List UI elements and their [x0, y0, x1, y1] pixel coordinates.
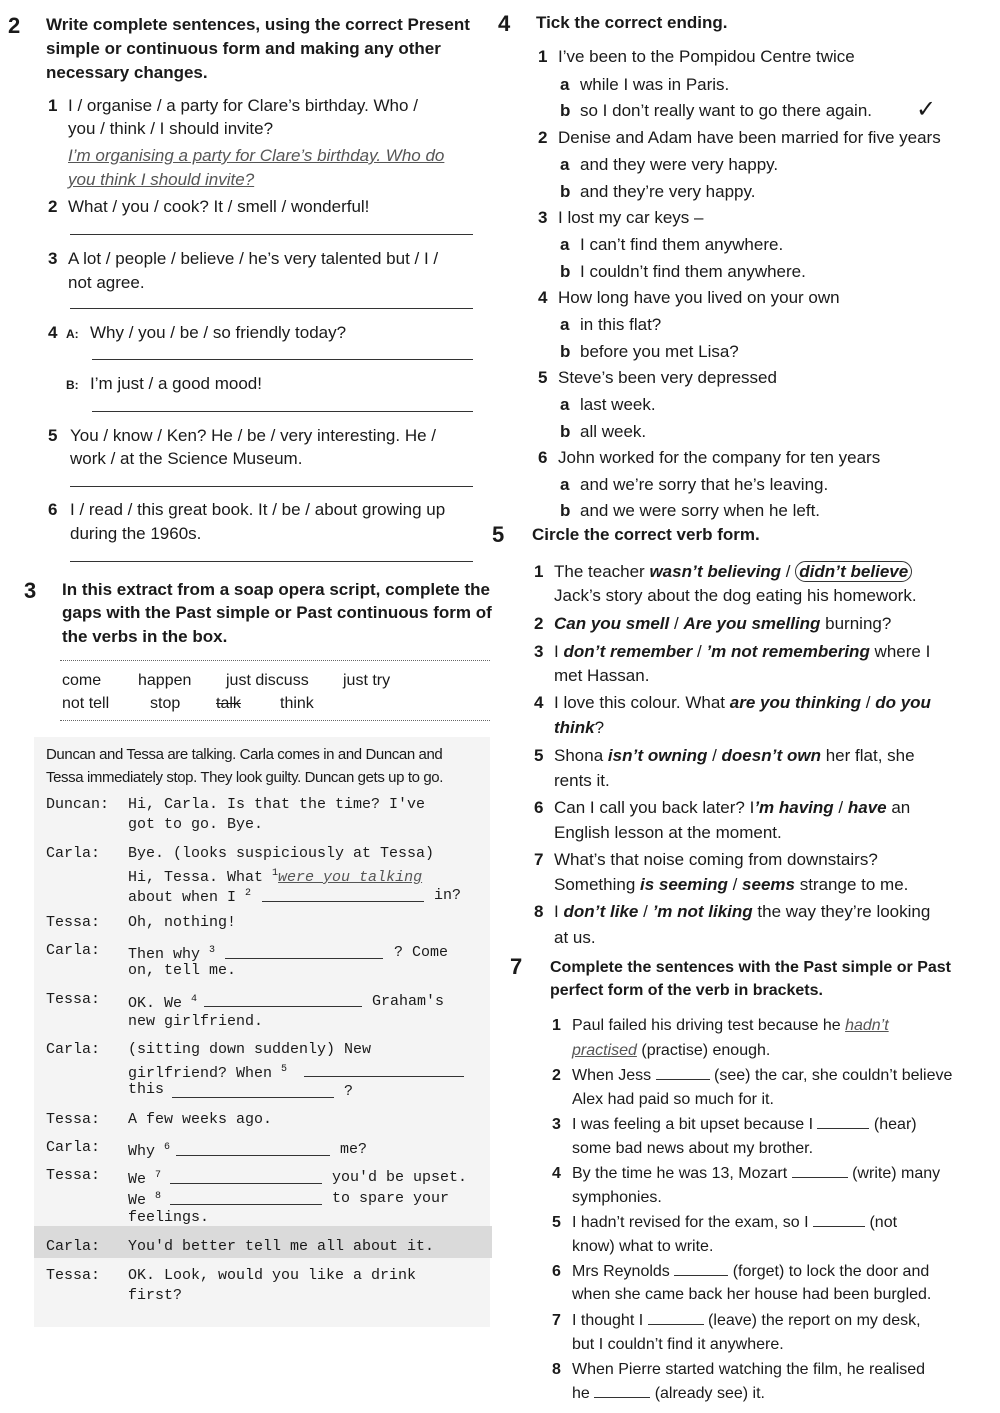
speaker-name: Tessa: [46, 1167, 101, 1184]
answer-blank[interactable] [594, 1384, 650, 1398]
item-stem: I’ve been to the Pompidou Centre twice [558, 47, 855, 66]
script-line: feelings. [128, 1209, 210, 1226]
word-box-bottom [60, 720, 490, 721]
item-text: at us. [554, 928, 596, 947]
exercise-title: the verbs in the box. [62, 627, 228, 646]
item-text: When Pierre started watching the film, he realised [572, 1361, 926, 1378]
word-box-item: come [62, 672, 102, 689]
script-line: We $^7$ [128, 1170, 162, 1188]
script-line: Hi, Tessa. What $^1$were you talking [128, 868, 423, 886]
script-line: Hi, Carla. Is that the time? I've [128, 796, 426, 813]
verb-option-circled[interactable]: didn’t believe [795, 561, 912, 582]
option-text[interactable]: while I was in Paris. [580, 75, 730, 94]
exercise-number: 3 [24, 578, 37, 603]
item-text: know) what to write. [572, 1238, 714, 1255]
item-text: rents it. [554, 771, 610, 790]
gap-blank-4[interactable] [204, 1006, 362, 1007]
script-line: OK. We $^4$ [128, 994, 198, 1012]
item-number: 3 [48, 249, 58, 268]
prompt-text: you / think / I should invite? [68, 119, 274, 138]
answer-line[interactable] [70, 561, 473, 562]
option-text[interactable]: so I don’t really want to go there again. [580, 101, 873, 120]
item-stem: Steve’s been very depressed [558, 368, 777, 387]
script-line: girlfriend? When $^5$ [128, 1064, 288, 1082]
word-box-item: not tell [62, 695, 110, 712]
item-text: Alex had paid so much for it. [572, 1091, 774, 1108]
verb-option[interactable]: don’t like [563, 902, 639, 921]
item-number: 6 [48, 500, 58, 519]
item-number: 4 [538, 288, 548, 307]
item-text: Can you smell / Are you smelling burning? [554, 614, 892, 633]
item-text: met Hassan. [554, 666, 650, 685]
answer-text: you think I should invite? [68, 170, 255, 189]
verb-option[interactable]: ’m not liking [652, 902, 753, 921]
item-text: Mrs Reynolds (forget) to lock the door and [572, 1263, 930, 1280]
script-line: this [128, 1081, 165, 1098]
prompt-text: work / at the Science Museum. [70, 449, 303, 468]
exercise-title: Tick the correct ending. [536, 13, 728, 32]
exercise-title: Circle the correct verb form. [532, 525, 760, 544]
answer-blank[interactable] [648, 1311, 704, 1325]
verb-option[interactable]: ’m having [754, 798, 834, 817]
answer-blank[interactable] [656, 1066, 710, 1080]
item-number: 5 [534, 746, 544, 765]
option-text[interactable]: all week. [580, 422, 647, 441]
word-box-item: just discuss [226, 672, 309, 689]
item-number: 7 [534, 850, 544, 869]
item-number: 3 [538, 208, 548, 227]
prompt-text: I / read / this great book. It / be / about growing up [70, 500, 446, 519]
verb-option[interactable]: Can you smell [554, 614, 670, 633]
script-intro: Tessa immediately stop. They look guilty. Duncan gets up to go. [46, 769, 443, 786]
item-number: 5 [48, 426, 58, 445]
script-line: me? [340, 1141, 368, 1158]
word-box-item: happen [138, 672, 192, 689]
prompt-text: You / know / Ken? He / be / very interesting. He / [70, 426, 437, 445]
item-number: 3 [534, 642, 544, 661]
item-text: practised (practise) enough. [572, 1042, 771, 1059]
script-line: ? Come [394, 944, 449, 961]
script-line: about when I $^2$ [128, 888, 252, 906]
prompt-text: I’m just / a good mood! [90, 374, 262, 393]
answer-line[interactable] [92, 359, 473, 360]
script-line: We $^8$ [128, 1191, 162, 1209]
item-text: Can I call you back later? I’m having / have an [554, 798, 911, 817]
answer-line[interactable] [70, 308, 473, 309]
item-text: but I couldn’t find it anywhere. [572, 1336, 784, 1353]
option-label: b [560, 342, 571, 361]
item-text: When Jess (see) the car, she couldn’t believe [572, 1067, 953, 1084]
item-text: Jack’s story about the dog eating his homework. [554, 586, 917, 605]
exercise-title: necessary changes. [46, 63, 208, 82]
prompt-text: during the 1960s. [70, 524, 202, 543]
item-text: I thought I (leave) the report on my desk, [572, 1312, 921, 1329]
gap-blank-6[interactable] [176, 1155, 330, 1156]
option-text[interactable]: I can’t find them anywhere. [580, 235, 784, 254]
item-number: 6 [538, 448, 548, 467]
option-text[interactable]: before you met Lisa? [580, 342, 739, 361]
verb-option[interactable]: is seeming [640, 875, 728, 894]
item-stem: I lost my car keys – [558, 208, 704, 227]
item-number: 8 [534, 902, 544, 921]
item-number: 2 [552, 1067, 561, 1084]
gap-blank-8[interactable] [170, 1204, 322, 1205]
gap-blank-5-cont[interactable] [172, 1097, 334, 1098]
item-text: Something is seeming / seems strange to me. [554, 875, 909, 894]
script-line: A few weeks ago. [128, 1111, 273, 1128]
verb-option[interactable]: have [847, 798, 887, 817]
exercise-title: perfect form of the verb in brackets. [550, 982, 823, 999]
prompt-text: What / you / cook? It / smell / wonderful! [68, 197, 370, 216]
item-number: 5 [538, 368, 548, 387]
answer-blank[interactable] [792, 1164, 848, 1178]
item-number: 1 [538, 47, 548, 66]
script-line: (sitting down suddenly) New [128, 1041, 372, 1058]
item-number: 6 [534, 798, 544, 817]
item-text: I don’t remember / ’m not remembering where I [554, 642, 931, 661]
script-line: Then why $^3$ [128, 945, 216, 963]
script-line: Graham's [372, 993, 445, 1010]
item-number: 7 [552, 1312, 561, 1329]
item-stem: Denise and Adam have been married for five years [558, 128, 941, 147]
item-number: 1 [48, 96, 58, 115]
script-line: Oh, nothing! [128, 914, 237, 931]
option-label: a [560, 75, 570, 94]
script-intro: Duncan and Tessa are talking. Carla comes in and Duncan and [46, 746, 443, 763]
item-text: I love this colour. What are you thinking / do you [554, 693, 931, 712]
option-label: b [560, 501, 571, 520]
option-text[interactable]: and they were very happy. [580, 155, 779, 174]
script-line: OK. Look, would you like a drink [128, 1267, 417, 1284]
item-stem: How long have you lived on your own [558, 288, 840, 307]
option-text[interactable]: and we were sorry when he left. [580, 501, 821, 520]
item-text: By the time he was 13, Mozart (write) many [572, 1165, 941, 1182]
item-number: 1 [534, 562, 544, 581]
exercise-number: 5 [492, 522, 505, 547]
item-number: 1 [552, 1017, 561, 1034]
verb-option[interactable]: Are you smelling [683, 614, 821, 633]
gap-blank-3[interactable] [225, 958, 383, 959]
item-number: 2 [534, 614, 544, 633]
option-label: a [560, 475, 570, 494]
verb-option[interactable]: seems [742, 875, 795, 894]
word-box-item: just try [343, 672, 391, 689]
item-number: 2 [48, 197, 58, 216]
speaker-name: Carla: [46, 1139, 101, 1156]
option-text[interactable]: I couldn’t find them anywhere. [580, 262, 806, 281]
script-line: first? [128, 1287, 183, 1304]
item-stem: John worked for the company for ten years [558, 448, 881, 467]
option-label: a [560, 395, 570, 414]
item-number: 3 [552, 1116, 561, 1133]
exercise-title: gaps with the Past simple or Past continuous form of [62, 603, 492, 622]
item-text: he (already see) it. [572, 1385, 765, 1402]
gap-blank-2[interactable] [262, 901, 424, 902]
exercise-title: Write complete sentences, using the correct Present [46, 15, 470, 34]
option-text[interactable]: and they’re very happy. [580, 182, 756, 201]
option-label: a [560, 315, 570, 334]
item-text: The teacher wasn’t believing / didn’t believe [554, 561, 912, 583]
item-text: symphonies. [572, 1189, 662, 1206]
speaker-name: Carla: [46, 1238, 101, 1255]
speaker-name: Tessa: [46, 1267, 101, 1284]
exercise-title: simple or continuous form and making any other [46, 39, 441, 58]
item-number: 4 [552, 1165, 561, 1182]
speaker-name: Carla: [46, 845, 101, 862]
exercise-number: 7 [510, 954, 523, 979]
speaker-label: B: [66, 378, 79, 392]
script-line: got to go. Bye. [128, 816, 264, 833]
prompt-text: A lot / people / believe / he’s very talented but / I / [68, 249, 439, 268]
speaker-name: Tessa: [46, 991, 101, 1008]
exercise-number: 2 [8, 13, 21, 38]
item-number: 4 [534, 693, 544, 712]
gap-blank-5[interactable] [304, 1076, 464, 1077]
answer-blank[interactable] [813, 1213, 865, 1227]
verb-option[interactable]: doesn’t own [721, 746, 821, 765]
script-line: you'd be upset. [332, 1169, 468, 1186]
answer-text: practised [572, 1042, 637, 1059]
script-line: on, tell me. [128, 962, 237, 979]
item-number: 8 [552, 1361, 561, 1378]
item-text: I hadn’t revised for the exam, so I (not [572, 1214, 898, 1231]
option-label: a [560, 155, 570, 174]
script-line: new girlfriend. [128, 1013, 264, 1030]
answer-blank[interactable] [817, 1115, 869, 1129]
answer-blank[interactable] [674, 1262, 728, 1276]
script-line: Why $^6$ [128, 1142, 171, 1160]
exercise-title: Complete the sentences with the Past simple or Past [550, 959, 951, 976]
script-line: to spare your [332, 1190, 450, 1207]
prompt-text: not agree. [68, 273, 145, 292]
option-label: a [560, 235, 570, 254]
speaker-name: Tessa: [46, 914, 101, 931]
item-text: I was feeling a bit upset because I (hear) [572, 1116, 917, 1133]
option-text[interactable]: in this flat? [580, 315, 662, 334]
option-text[interactable]: and we’re sorry that he’s leaving. [580, 475, 829, 494]
item-number: 5 [552, 1214, 561, 1231]
prompt-text: I / organise / a party for Clare’s birthday. Who / [68, 96, 418, 115]
item-number: 4 [48, 323, 58, 342]
exercise-number: 4 [498, 11, 511, 36]
item-text: English lesson at the moment. [554, 823, 782, 842]
prompt-text: Why / you / be / so friendly today? [90, 323, 347, 342]
tick-icon: ✓ [916, 96, 937, 123]
speaker-label: A: [66, 327, 79, 341]
item-text: I don’t like / ’m not liking the way they’re looking [554, 902, 931, 921]
word-box-item: stop [150, 695, 181, 712]
answer-line[interactable] [70, 486, 473, 487]
verb-option[interactable]: isn’t owning [607, 746, 708, 765]
item-text: Paul failed his driving test because he hadn’t [572, 1017, 889, 1034]
word-box-top [60, 660, 490, 661]
script-line: You'd better tell me all about it. [128, 1238, 435, 1255]
item-text: some bad news about my brother. [572, 1140, 814, 1157]
speaker-name: Tessa: [46, 1111, 101, 1128]
verb-option[interactable]: do you [875, 693, 931, 712]
answer-text: I’m organising a party for Clare’s birthday. Who do [68, 146, 445, 165]
gap-blank-7[interactable] [170, 1183, 322, 1184]
option-label: b [560, 101, 571, 120]
option-text[interactable]: last week. [580, 395, 656, 414]
item-number: 6 [552, 1263, 561, 1280]
option-label: b [560, 422, 571, 441]
option-label: b [560, 182, 571, 201]
speaker-name: Duncan: [46, 796, 110, 813]
answer-line[interactable] [70, 234, 473, 235]
script-line: ? [344, 1083, 354, 1100]
gap-answer: were you talking [278, 869, 423, 886]
verb-option[interactable]: wasn’t believing [649, 562, 782, 581]
speaker-name: Carla: [46, 1041, 101, 1058]
exercise-title: In this extract from a soap opera script, complete the [62, 580, 490, 599]
item-text: What’s that noise coming from downstairs? [554, 850, 878, 869]
item-text: Shona isn’t owning / doesn’t own her flat, she [554, 746, 915, 765]
option-label: b [560, 262, 571, 281]
item-text: when she came back her house had been burgled. [572, 1286, 932, 1303]
item-text: think? [554, 718, 605, 737]
answer-line[interactable] [92, 411, 473, 412]
item-number: 2 [538, 128, 548, 147]
verb-option[interactable]: are you thinking [729, 693, 862, 712]
script-line: in? [434, 887, 462, 904]
speaker-name: Carla: [46, 942, 101, 959]
verb-option[interactable]: don’t remember [563, 642, 693, 661]
word-box-item-used: talk [216, 695, 241, 712]
answer-text: hadn’t [845, 1017, 889, 1034]
word-box-item: think [280, 695, 314, 712]
script-line: Bye. (looks suspiciously at Tessa) [128, 845, 435, 862]
verb-option[interactable]: ’m not remembering [706, 642, 870, 661]
